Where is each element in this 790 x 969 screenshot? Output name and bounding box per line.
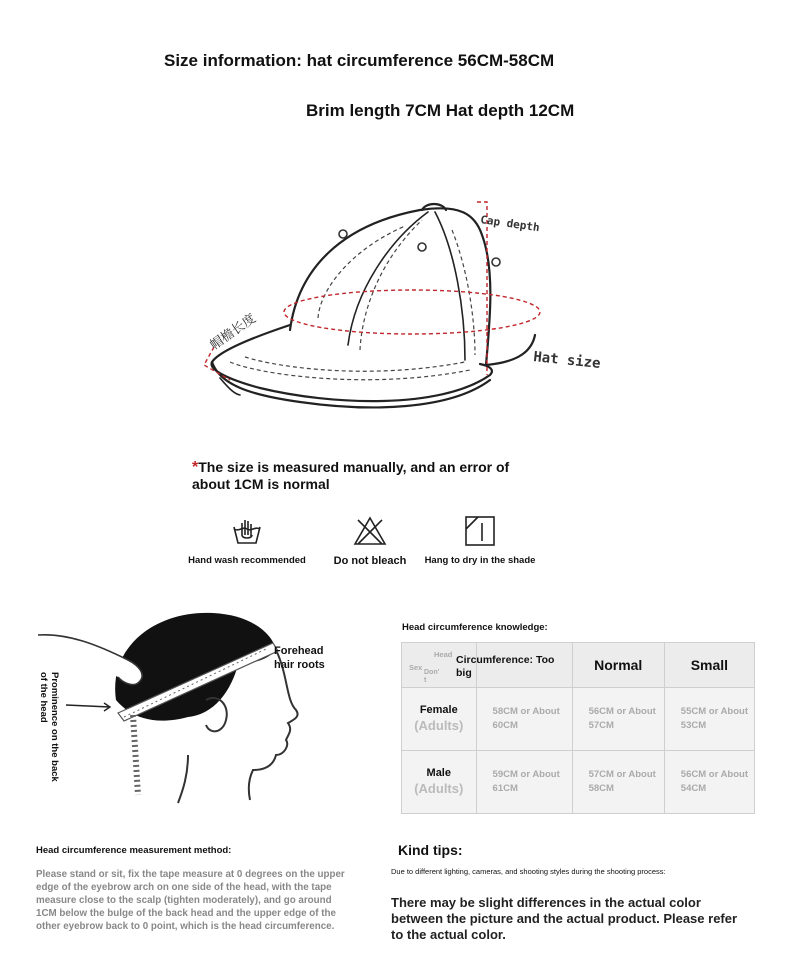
care-hand-wash <box>187 515 307 566</box>
method-heading: Head circumference measurement method: <box>36 845 232 856</box>
hang-dry-label: Hang to dry in the shade <box>424 555 536 566</box>
hand-wash-label: Hand wash recommended <box>188 555 306 566</box>
cell-male-big: 59CM or About 61CM <box>476 751 572 814</box>
title-size-information: Size information: hat circumference 56CM-58CM <box>164 51 555 70</box>
method-text: Please stand or sit, fix the tape measure at 0 degrees on the upper edge of the eyebrow arch on one side of the head, with the tape measure close to the scalp (tighten moderately), and go around 1CM below the bulge of the back head and the upper edge of the other eyebrow back to 0 point, which is the head circumference. <box>36 869 345 932</box>
cap-depth-label: Cap depth <box>479 213 541 235</box>
table-row <box>402 751 755 814</box>
kind-tips-body: There may be slight differences in the actual color between the picture and the actual product. Please refer to the actual color. <box>391 895 738 942</box>
table-row <box>402 688 755 751</box>
forehead-label: Forehead hair roots <box>274 645 325 671</box>
head-measurement-diagram <box>38 605 368 805</box>
note-text: The size is measured manually, and an error of about 1CM is normal <box>192 459 510 492</box>
cell-male-normal: 57CM or About 58CM <box>572 751 664 814</box>
no-bleach-icon <box>353 515 387 547</box>
kind-tips-heading: Kind tips: <box>398 842 463 858</box>
row-label-male: Male (Adults) <box>402 751 477 814</box>
title-brim-depth: Brim length 7CM Hat depth 12CM <box>306 101 575 120</box>
row-label-female: Female (Adults) <box>402 688 477 751</box>
header-normal: Normal <box>572 643 664 688</box>
measurement-note <box>192 459 542 493</box>
no-bleach-label: Do not bleach <box>333 555 407 567</box>
prominence-label: Prominence on the back of the head <box>38 672 60 782</box>
table-corner-cell: Sex Head Don' t Circumference: Too big <box>402 643 477 688</box>
hand-wash-icon <box>231 515 263 547</box>
cap-diagram <box>190 190 610 450</box>
asterisk-icon: * <box>192 459 199 476</box>
header-small: Small <box>664 643 754 688</box>
cell-female-big: 58CM or About 60CM <box>476 688 572 751</box>
brim-length-label: 帽檐长度 <box>207 311 259 354</box>
hang-dry-icon <box>464 515 496 547</box>
care-no-bleach <box>310 515 430 567</box>
table-heading: Head circumference knowledge: <box>402 622 548 633</box>
kind-tips-small: Due to different lighting, cameras, and shooting styles during the shooting process: <box>391 867 666 876</box>
cell-male-small: 56CM or About 54CM <box>664 751 754 814</box>
size-table <box>401 642 755 814</box>
hat-size-label: Hat size <box>532 349 602 373</box>
cell-female-normal: 56CM or About 57CM <box>572 688 664 751</box>
cell-female-small: 55CM or About 53CM <box>664 688 754 751</box>
care-hang-dry <box>420 515 540 566</box>
